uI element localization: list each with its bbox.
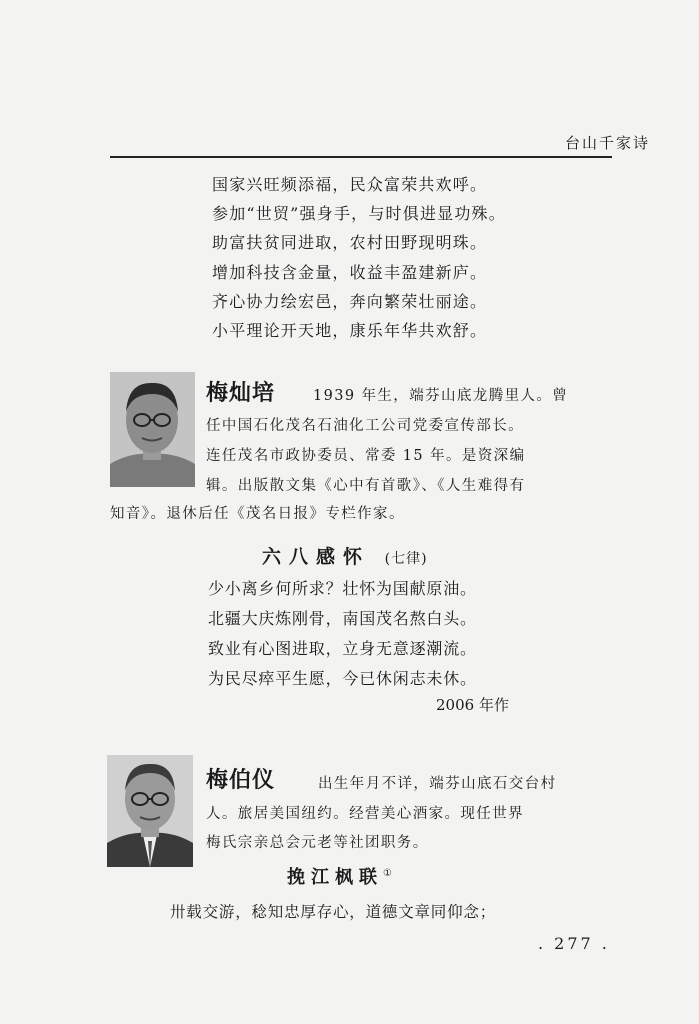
poem-date: 2006 年作	[436, 696, 509, 714]
poem-title-text: 六八感怀	[262, 546, 371, 568]
bio-line: 连任茂名市政协委员、常委 15 年。是资深编	[206, 448, 526, 464]
author-portrait-photo	[110, 372, 195, 487]
poem-subtitle: (七律)	[384, 551, 428, 567]
bio-line: 1939 年生，端芬山底龙腾里人。曾	[313, 388, 569, 404]
couplet-title-text: 挽江枫联	[287, 867, 383, 888]
bio-line: 出生年月不详，端芬山底石交台村	[318, 776, 557, 792]
poem-line: 参加“世贸”强身手，与时俱进显功殊。	[212, 204, 506, 224]
poem-line: 齐心协力绘宏邑，奔向繁荣壮丽途。	[212, 291, 488, 311]
couplet-title	[287, 863, 392, 889]
poem-line: 少小离乡何所求？壮怀为国献原油。	[208, 579, 477, 598]
bio-line: 辑。出版散文集《心中有首歌》、《人生难得有	[206, 478, 526, 494]
poem-line: 为民尽瘁平生愿，今已休闲志未休。	[208, 669, 477, 688]
author-portrait-photo	[107, 755, 193, 867]
footnote-mark: ①	[383, 868, 392, 879]
poem-line: 国家兴旺频添福，民众富荣共欢呼。	[212, 175, 488, 194]
poem-line: 小平理论开天地，康乐年华共欢舒。	[212, 321, 488, 341]
page-number: . 277 .	[538, 934, 610, 953]
author-name: 梅伯仪	[206, 768, 276, 793]
bio-line: 人。旅居美国纽约。经营美心酒家。现任世界	[206, 806, 524, 822]
header-rule	[110, 156, 612, 158]
poem-2	[208, 574, 477, 694]
poem-line: 增加科技含金量，收益丰盈建新庐。	[212, 262, 488, 282]
couplet-line: 卅载交游，稔知忠厚存心，道德文章同仰念；	[170, 903, 497, 921]
bio-line: 任中国石化茂名石油化工公司党委宣传部长。	[206, 418, 524, 434]
bio-line: 梅氏宗亲总会元老等社团职务。	[206, 835, 429, 851]
poem-line: 助富扶贫同进取，农村田野现明珠。	[212, 233, 488, 253]
bio-line: 知音》。退休后任《茂名日报》专栏作家。	[110, 506, 405, 522]
poem-line: 北疆大庆炼刚骨，南国茂名熬白头。	[208, 609, 477, 628]
poem-line: 致业有心图进取，立身无意逐潮流。	[208, 639, 477, 658]
poem-title	[262, 542, 428, 569]
poem-1	[212, 170, 506, 345]
running-header: 台山千家诗	[564, 134, 650, 152]
author-name: 梅灿培	[206, 381, 276, 406]
